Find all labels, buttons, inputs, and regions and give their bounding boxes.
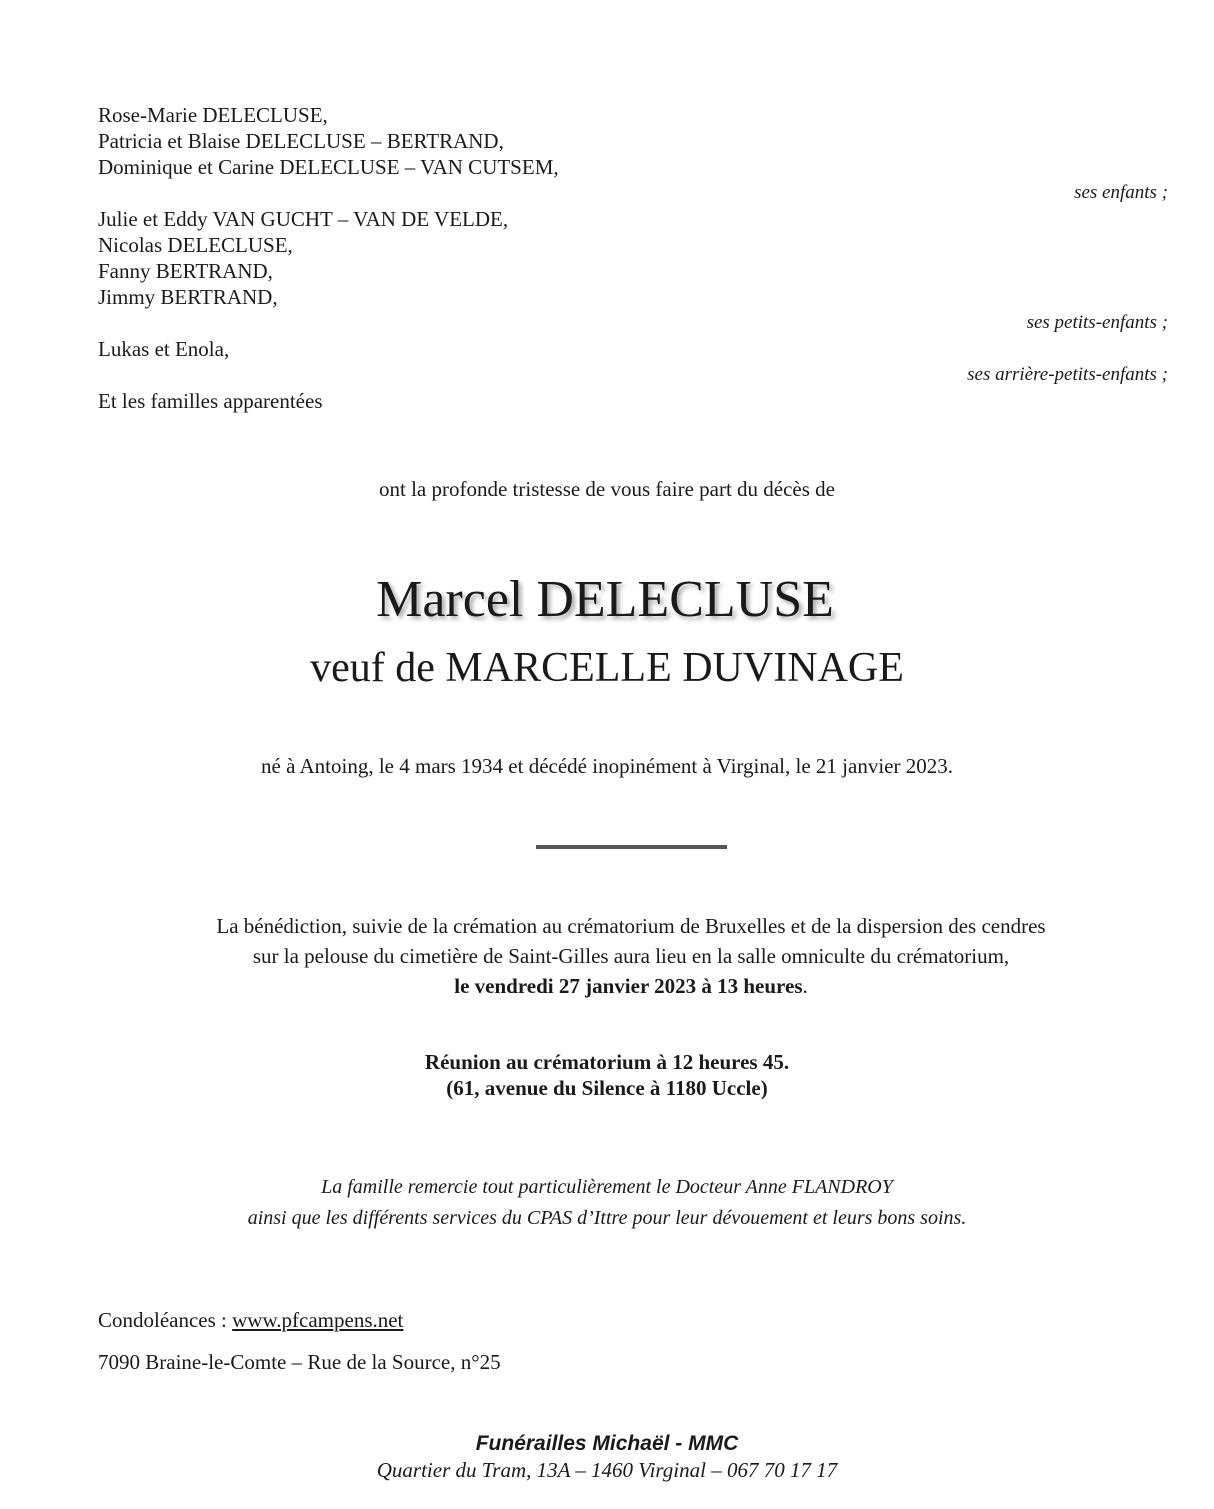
ceremony-date [24, 971, 1214, 1001]
address-line: 7090 Braine-le-Comte – Rue de la Source, n°25 [98, 1350, 501, 1374]
thanks-line-1: La famille remercie tout particulièrement le Docteur Anne FLANDROY [321, 1176, 893, 1198]
section-divider [536, 845, 727, 849]
children-role: ses enfants ; [1074, 182, 1168, 203]
ceremony-line-1: La bénédiction, suivie de la crémation au crématorium de Bruxelles et de la dispersion des cendres [216, 914, 1046, 938]
meeting-details [0, 1049, 1214, 1101]
condolences [98, 1308, 403, 1333]
funeral-home-name: Funérailles Michaël - MMC [475, 1432, 739, 1455]
ceremony-details [24, 911, 1214, 1001]
family-child-1: Rose-Marie DELECLUSE, [98, 103, 328, 127]
family-grandchild-1: Julie et Eddy VAN GUCHT – VAN DE VELDE, [98, 207, 509, 231]
family-list [98, 102, 1168, 414]
funeral-home [0, 1430, 1214, 1484]
thanks-line-2: ainsi que les différents services du CPAS d’Ittre pour leur dévouement et leurs bons soins. [247, 1207, 967, 1229]
family-grandchild-3: Fanny BERTRAND, [98, 259, 273, 283]
thanks-note [0, 1172, 1214, 1234]
deceased-name: Marcel DELECLUSE [376, 571, 834, 628]
ceremony-date-bold: le vendredi 27 janvier 2023 à 13 heures [454, 974, 803, 998]
birth-death-dates: né à Antoing, le 4 mars 1934 et décédé inopinément à Virginal, le 21 janvier 2023. [261, 754, 953, 778]
meeting-line-1: Réunion au crématorium à 12 heures 45. [424, 1050, 790, 1074]
family-great-grandchildren: Lukas et Enola, [98, 337, 230, 361]
funeral-home-address: Quartier du Tram, 13A – 1460 Virginal – 067 70 17 17 [376, 1458, 838, 1482]
ceremony-line-2: sur la pelouse du cimetière de Saint-Gilles aura lieu en la salle omniculte du crématorium, [252, 944, 1010, 968]
announcement-intro: ont la profonde tristesse de vous faire part du décès de [378, 477, 835, 501]
grandchildren-role: ses petits-enfants ; [1026, 312, 1168, 333]
condolences-link[interactable]: www.pfcampens.net [232, 1308, 404, 1332]
family-relatives: Et les familles apparentées [98, 389, 323, 413]
widow-of: veuf de MARCELLE DUVINAGE [310, 645, 904, 691]
great-grandchildren-role: ses arrière-petits-enfants ; [967, 364, 1168, 385]
family-child-3: Dominique et Carine DELECLUSE – VAN CUTSEM, [98, 155, 559, 179]
ceremony-date-end: . [802, 974, 808, 998]
family-child-2: Patricia et Blaise DELECLUSE – BERTRAND, [98, 129, 504, 153]
condolences-label: Condoléances : [98, 1308, 233, 1332]
family-grandchild-2: Nicolas DELECLUSE, [98, 233, 293, 257]
meeting-line-2: (61, avenue du Silence à 1180 Uccle) [446, 1076, 768, 1100]
family-grandchild-4: Jimmy BERTRAND, [98, 285, 278, 309]
